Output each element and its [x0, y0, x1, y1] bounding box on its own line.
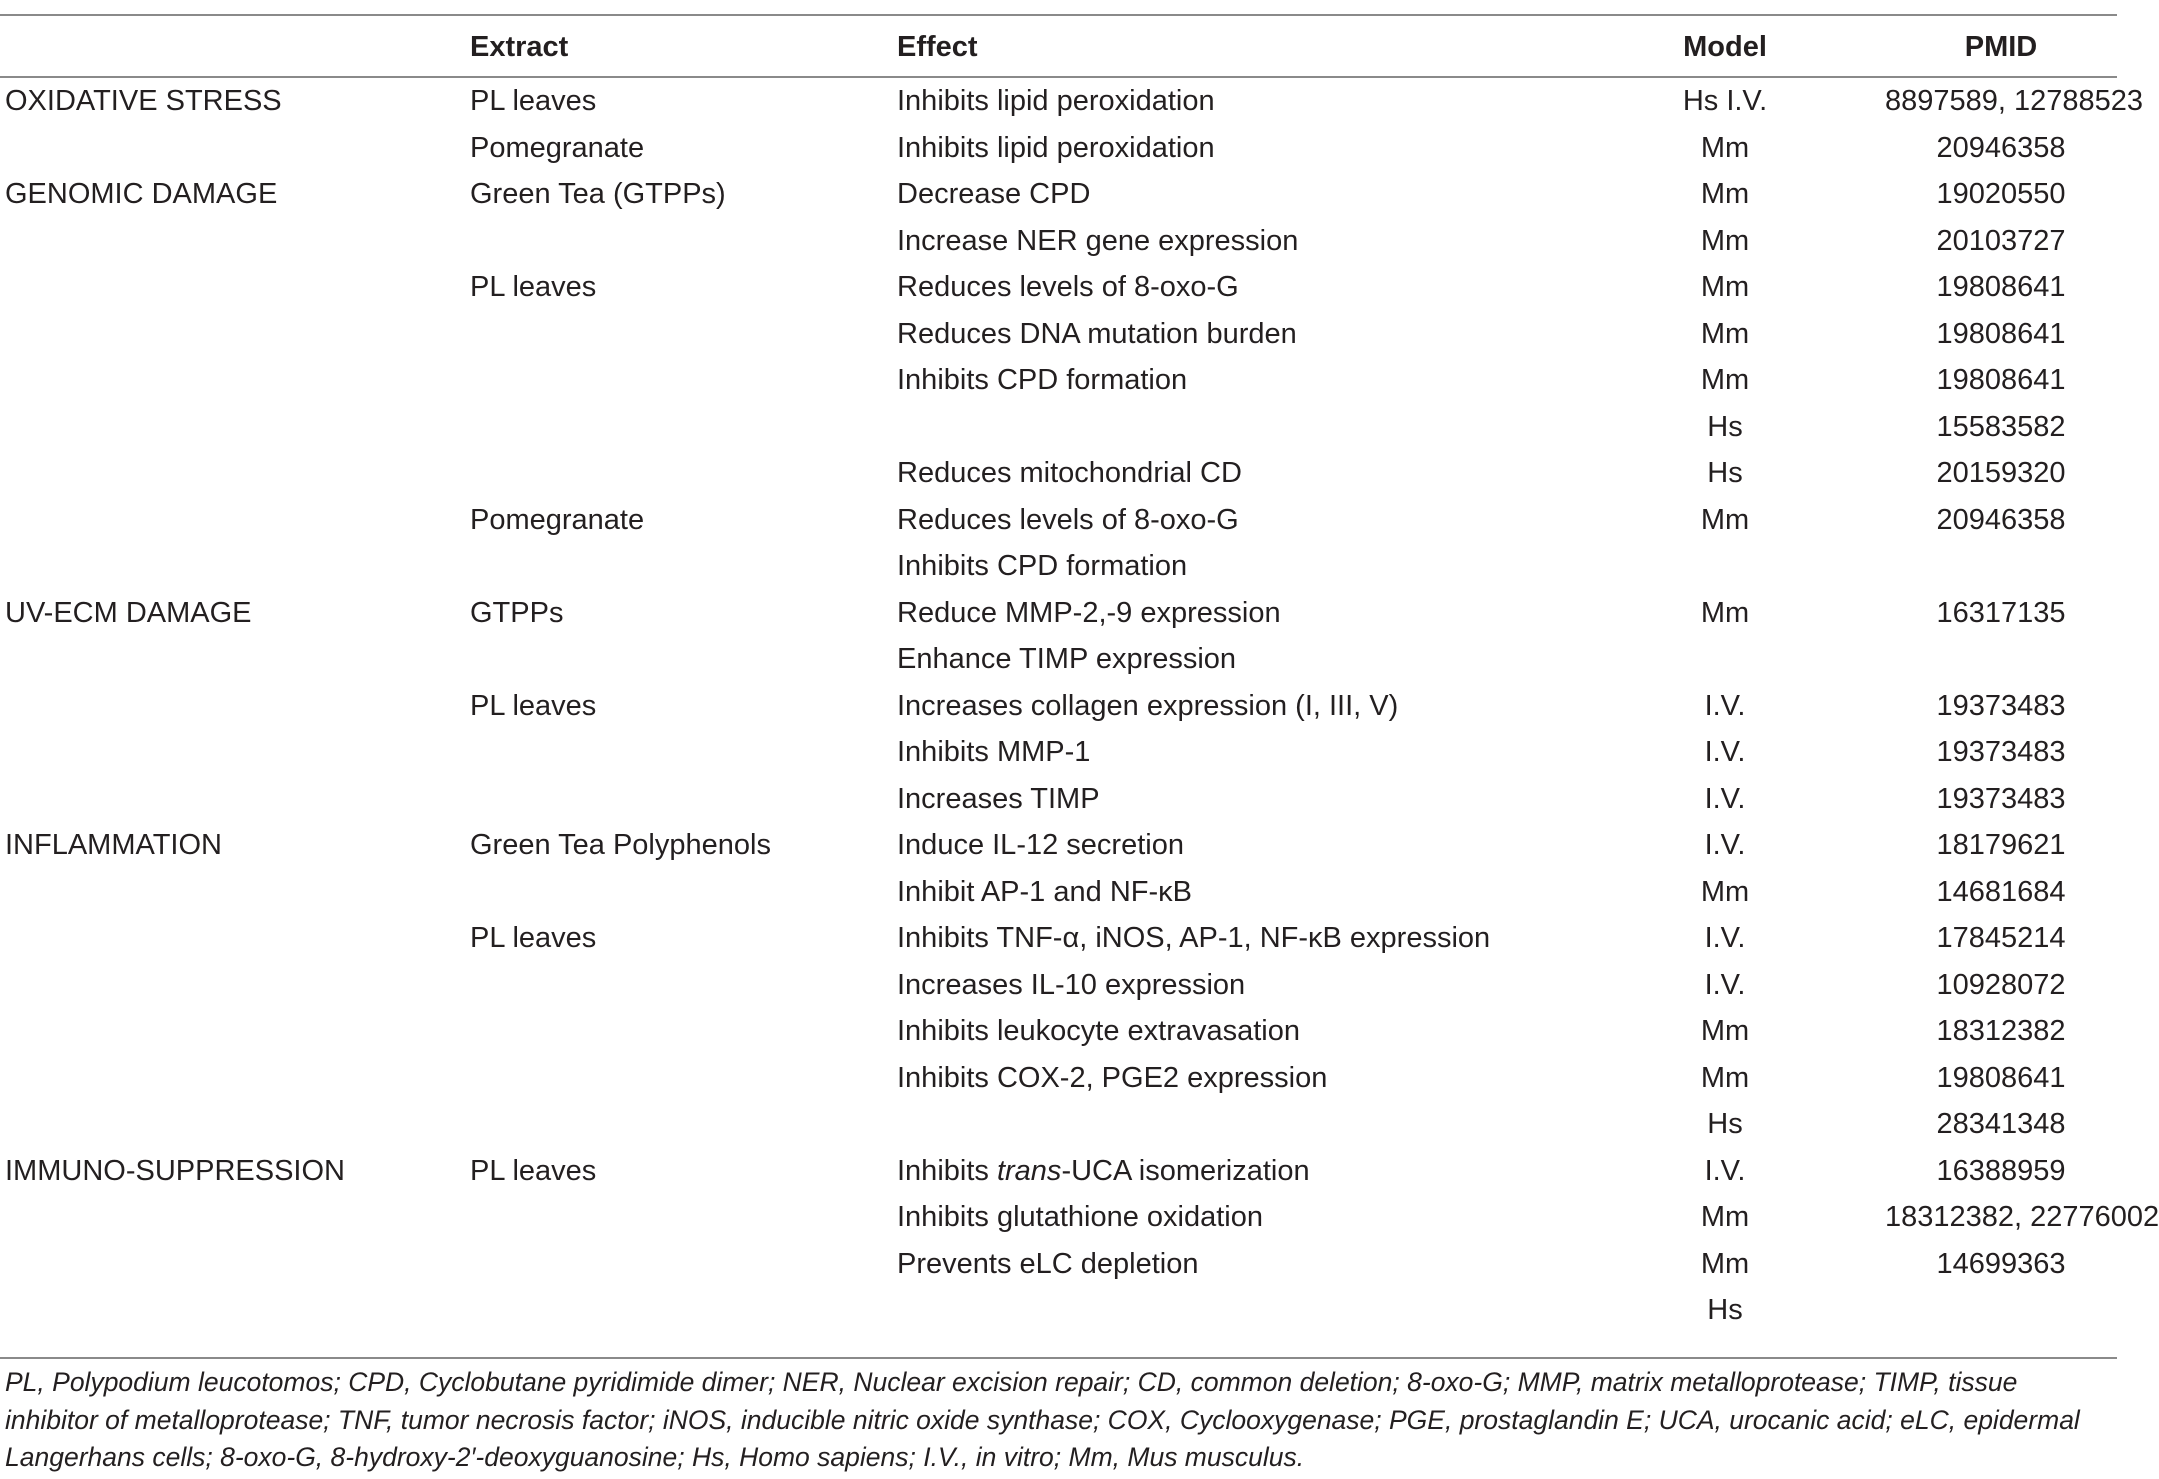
cell-category: GENOMIC DAMAGE: [5, 178, 278, 210]
cell-extract: [470, 404, 897, 451]
table-row: [0, 1055, 2117, 1102]
cell-extract: Pomegranate: [470, 131, 645, 164]
table-row: [0, 1241, 2117, 1288]
cell-pmid: 20946358: [1936, 131, 2066, 164]
cell-model: Mm: [1700, 131, 1750, 164]
header-model: Model: [1683, 31, 1767, 63]
cell-model: Mm: [1700, 596, 1750, 629]
cell-extract: Green Tea (GTPPs): [470, 178, 726, 210]
cell-effect: Reduces mitochondrial CD: [897, 457, 1242, 489]
cell-effect: Decrease CPD: [897, 178, 1091, 210]
cell-pmid: 16317135: [1936, 596, 2066, 629]
table-row: [0, 636, 2117, 683]
cell-extract: [470, 729, 897, 776]
header-effect: Effect: [897, 31, 978, 63]
cell-category: [0, 636, 470, 683]
header-pmid: PMID: [1964, 31, 2038, 63]
cell-pmid: 18312382: [1936, 1015, 2066, 1047]
cell-extract: [470, 311, 897, 358]
cell-model: Hs I.V.: [1682, 85, 1768, 117]
cell-category: [0, 543, 470, 590]
table-row: [0, 497, 2117, 544]
cell-category: OXIDATIVE STRESS: [5, 85, 282, 117]
cell-pmid: 20159320: [1936, 457, 2066, 489]
cell-extract: PL leaves: [470, 922, 597, 954]
cell-model: Hs: [1707, 1294, 1743, 1326]
table-row: [0, 729, 2117, 776]
effect-part: -UCA isomerization: [1061, 1154, 1310, 1187]
cell-pmid: 8897589, 12788523: [1885, 85, 2144, 117]
cell-model: Mm: [1700, 178, 1750, 210]
cell-extract: [470, 1055, 897, 1102]
cell-pmid: 19373483: [1936, 782, 2066, 815]
cell-model: Hs: [1707, 410, 1743, 443]
cell-extract: [470, 1101, 897, 1148]
cell-extract: PL leaves: [470, 1154, 597, 1187]
cell-effect: Enhance TIMP expression: [897, 643, 1237, 675]
table-row: [0, 450, 2117, 497]
footnote-text: PL, Polypodium leucotomos; CPD, Cyclobutane pyridimide dimer; NER, Nuclear excision repair; CD, common deletion; 8-oxo-G; MMP, matrix metalloprotease; TIMP, tissue inhibitor of metalloprotease; TNF, tumor necrosis factor; iNOS, inducible nitric oxide synthase; COX, Cyclooxygenase; PGE, prostaglandin E; UCA, urocanic acid; eLC, epidermal Langerhans cells; 8-oxo-G, 8-hydroxy-2′-deoxyguanosine; Hs, Homo sapiens; I.V., in vitro; Mm, Mus musculus.: [5, 1367, 2080, 1472]
cell-category: [0, 311, 470, 358]
cell-extract: [470, 962, 897, 1009]
cell-category: [0, 1008, 470, 1055]
cell-extract: [470, 1194, 897, 1241]
table-row: [0, 590, 2117, 637]
cell-pmid: 20946358: [1936, 503, 2066, 536]
table-row: [0, 1287, 2117, 1334]
cell-model: Mm: [1700, 503, 1750, 536]
table-row: [0, 311, 2117, 358]
cell-model: I.V.: [1704, 829, 1746, 861]
cell-model: Mm: [1700, 1247, 1750, 1280]
header-row: [0, 16, 2117, 78]
cell-pmid: 19373483: [1936, 689, 2066, 722]
cell-effect: Inhibits glutathione oxidation: [897, 1201, 1263, 1233]
cell-model: Mm: [1700, 1015, 1750, 1047]
cell-model: Mm: [1700, 317, 1750, 350]
table-row: [0, 776, 2117, 823]
cell-effect: Inhibit AP-1 and NF-κB: [897, 875, 1192, 908]
table-row: [0, 404, 2117, 451]
cell-effect: Increases IL-10 expression: [897, 968, 1246, 1001]
cell-pmid: 16388959: [1936, 1154, 2066, 1187]
cell-effect: Reduces DNA mutation burden: [897, 317, 1297, 350]
cell-category: [0, 1055, 470, 1102]
cell-effect: Reduces levels of 8-oxo-G: [897, 503, 1239, 536]
cell-category: [0, 915, 470, 962]
cell-category: [0, 218, 470, 265]
cell-category: IMMUNO-SUPPRESSION: [5, 1154, 345, 1187]
cell-model: Mm: [1700, 1201, 1750, 1233]
table-row: [0, 125, 2117, 172]
table-row: [0, 218, 2117, 265]
cell-model: I.V.: [1704, 736, 1746, 768]
cell-category: UV-ECM DAMAGE: [5, 596, 252, 629]
cell-extract: Pomegranate: [470, 503, 645, 536]
table-body: [0, 78, 2159, 1334]
cell-category: [0, 264, 470, 311]
cell-pmid: 18179621: [1936, 829, 2066, 861]
data-table: [0, 16, 2159, 1334]
table-row: [0, 822, 2117, 869]
header-category: [0, 16, 470, 78]
table-row: [0, 78, 2117, 125]
cell-extract: [470, 450, 897, 497]
cell-category: [0, 729, 470, 776]
cell-model: Hs: [1707, 1108, 1743, 1140]
cell-effect: Reduce MMP-2,-9 expression: [897, 596, 1281, 629]
cell-pmid: 28341348: [1936, 1108, 2066, 1140]
effect-part: trans: [996, 1154, 1062, 1187]
cell-extract: [470, 1287, 897, 1334]
table-row: [0, 357, 2117, 404]
cell-extract: PL leaves: [470, 85, 597, 117]
cell-pmid: [1885, 1287, 2117, 1334]
cell-model: I.V.: [1704, 968, 1746, 1001]
cell-pmid: [1885, 543, 2117, 590]
table-header: [0, 16, 2117, 78]
table-row: [0, 264, 2117, 311]
cell-model: [1565, 636, 1885, 683]
table-footnote: [5, 1364, 2113, 1477]
cell-category: [0, 869, 470, 916]
table-row: [0, 543, 2117, 590]
table-row: [0, 869, 2117, 916]
cell-effect: Inhibits CPD formation: [897, 364, 1188, 396]
cell-category: [0, 497, 470, 544]
cell-pmid: 19020550: [1936, 178, 2066, 210]
cell-effect: [897, 1287, 1565, 1334]
table-row: [0, 1008, 2117, 1055]
table-row: [0, 1148, 2117, 1195]
cell-category: [0, 357, 470, 404]
cell-category: [0, 404, 470, 451]
cell-category: [0, 1194, 470, 1241]
cell-category: [0, 683, 470, 730]
cell-pmid: 19808641: [1936, 317, 2066, 350]
cell-extract: PL leaves: [470, 689, 597, 722]
cell-model: Mm: [1700, 224, 1750, 257]
effect-part: Inhibits: [897, 1154, 997, 1187]
cell-extract: [470, 543, 897, 590]
cell-effect: Induce IL-12 secretion: [897, 829, 1184, 861]
header-extract: Extract: [470, 31, 569, 63]
cell-model: I.V.: [1704, 1154, 1746, 1187]
cell-category: [0, 776, 470, 823]
table-row: [0, 915, 2117, 962]
cell-pmid: 14681684: [1936, 875, 2066, 908]
cell-effect: Reduces levels of 8-oxo-G: [897, 271, 1239, 303]
cell-category: [0, 125, 470, 172]
cell-effect: Inhibits TNF-α, iNOS, AP-1, NF-κB expression: [897, 922, 1491, 954]
cell-effect: Increases collagen expression (I, III, V): [897, 689, 1399, 722]
table-row: [0, 962, 2117, 1009]
cell-model: I.V.: [1704, 922, 1746, 954]
cell-model: Mm: [1700, 271, 1750, 303]
cell-pmid: 10928072: [1936, 968, 2066, 1001]
cell-pmid: [1885, 636, 2117, 683]
cell-category: [0, 450, 470, 497]
cell-extract: [470, 1008, 897, 1055]
cell-model: [1565, 543, 1885, 590]
cell-extract: [470, 357, 897, 404]
cell-model: Hs: [1707, 457, 1743, 489]
table-row: [0, 171, 2117, 218]
table-row: [0, 1101, 2117, 1148]
cell-extract: [470, 776, 897, 823]
cell-effect: Inhibits MMP-1: [897, 736, 1091, 768]
table-row: [0, 683, 2117, 730]
cell-extract: [470, 636, 897, 683]
cell-model: Mm: [1700, 875, 1750, 908]
bottom-rule: [0, 1357, 2117, 1359]
cell-category: [0, 962, 470, 1009]
cell-pmid: 19808641: [1936, 1061, 2066, 1094]
cell-effect: Inhibits lipid peroxidation: [897, 85, 1215, 117]
cell-effect: Inhibits COX-2, PGE2 expression: [897, 1061, 1328, 1094]
cell-pmid: 19808641: [1936, 271, 2066, 303]
cell-extract: [470, 218, 897, 265]
cell-pmid: 20103727: [1936, 224, 2066, 257]
cell-effect: Increase NER gene expression: [897, 224, 1299, 257]
cell-extract: GTPPs: [470, 596, 564, 629]
cell-extract: [470, 1241, 897, 1288]
cell-effect: [897, 1148, 1565, 1195]
cell-effect: Inhibits lipid peroxidation: [897, 131, 1215, 164]
cell-effect: Increases TIMP: [897, 782, 1100, 815]
cell-extract: PL leaves: [470, 271, 597, 303]
cell-model: I.V.: [1704, 689, 1746, 722]
table-row: [0, 1194, 2117, 1241]
cell-pmid: 18312382, 22776002: [1885, 1201, 2159, 1233]
cell-extract: Green Tea Polyphenols: [470, 829, 771, 861]
cell-pmid: 19808641: [1936, 364, 2066, 396]
cell-pmid: 17845214: [1936, 922, 2066, 954]
cell-effect: Inhibits leukocyte extravasation: [897, 1015, 1300, 1047]
cell-effect: [897, 404, 1565, 451]
cell-pmid: 14699363: [1936, 1247, 2066, 1280]
header-rule: [0, 76, 2117, 78]
cell-category: [0, 1101, 470, 1148]
cell-pmid: 15583582: [1936, 410, 2066, 443]
cell-effect: [897, 1101, 1565, 1148]
cell-effect: Inhibits CPD formation: [897, 550, 1188, 582]
cell-extract: [470, 869, 897, 916]
cell-model: Mm: [1700, 1061, 1750, 1094]
cell-category: [0, 1287, 470, 1334]
cell-model: Mm: [1700, 364, 1750, 396]
cell-effect: Prevents eLC depletion: [897, 1247, 1199, 1280]
cell-category: [0, 1241, 470, 1288]
cell-model: I.V.: [1704, 782, 1746, 815]
cell-category: INFLAMMATION: [5, 829, 222, 861]
cell-pmid: 19373483: [1936, 736, 2066, 768]
